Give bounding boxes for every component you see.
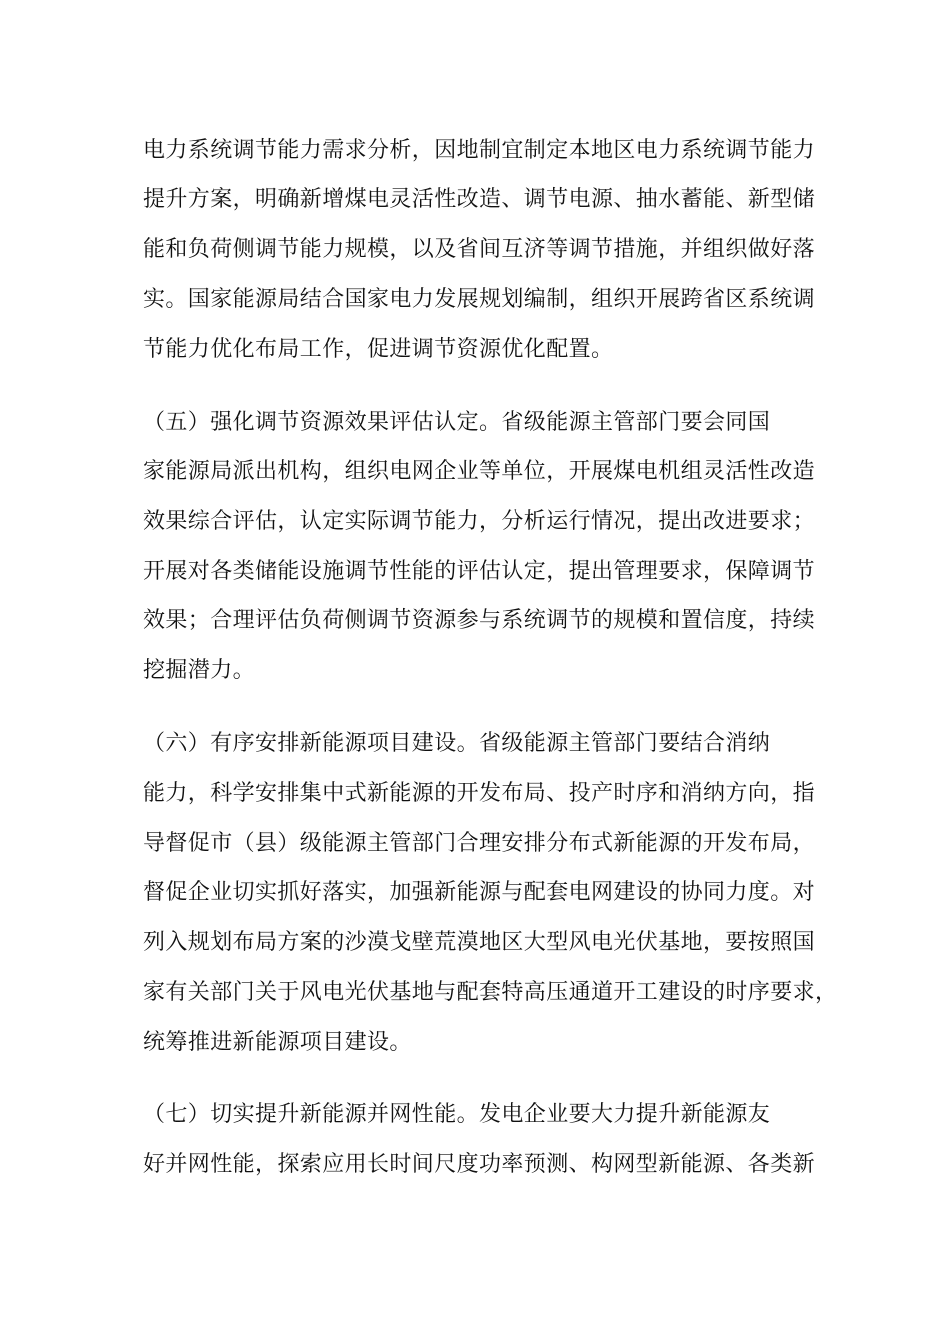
text-line: 挖掘潜力。 — [143, 658, 256, 683]
paragraph-heading-line: （六）有序安排新能源项目建设。省级能源主管部门要结合消纳 — [143, 731, 771, 756]
text-line: 提升方案，明确新增煤电灵活性改造、调节电源、抽水蓄能、新型储 — [143, 187, 816, 212]
text-line: 效果综合评估，认定实际调节能力，分析运行情况，提出改进要求； — [143, 509, 816, 534]
text-line: 实。国家能源局结合国家电力发展规划编制，组织开展跨省区系统调 — [143, 287, 816, 312]
text-line: 家有关部门关于风电光伏基地与配套特高压通道开工建设的时序要求， — [143, 980, 838, 1005]
paragraph-heading-line: （五）强化调节资源效果评估认定。省级能源主管部门要会同国 — [143, 410, 771, 435]
text-line: 导督促市（县）级能源主管部门合理安排分布式新能源的开发布局， — [143, 831, 816, 856]
text-line: 开展对各类储能设施调节性能的评估认定，提出管理要求，保障调节 — [143, 559, 816, 584]
paragraph-heading-line: （七）切实提升新能源并网性能。发电企业要大力提升新能源友 — [143, 1102, 771, 1127]
text-line: 统筹推进新能源项目建设。 — [143, 1030, 412, 1055]
text-line: 节能力优化布局工作，促进调节资源优化配置。 — [143, 337, 614, 362]
text-line: 能和负荷侧调节能力规模，以及省间互济等调节措施，并组织做好落 — [143, 237, 816, 262]
text-line: 列入规划布局方案的沙漠戈壁荒漠地区大型风电光伏基地，要按照国 — [143, 930, 816, 955]
text-line: 好并网性能，探索应用长时间尺度功率预测、构网型新能源、各类新 — [143, 1152, 816, 1177]
text-line: 家能源局派出机构，组织电网企业等单位，开展煤电机组灵活性改造 — [143, 459, 816, 484]
text-line: 效果；合理评估负荷侧调节资源参与系统调节的规模和置信度，持续 — [143, 608, 816, 633]
text-line: 电力系统调节能力需求分析，因地制宜制定本地区电力系统调节能力 — [143, 138, 816, 163]
text-line: 督促企业切实抓好落实，加强新能源与配套电网建设的协同力度。对 — [143, 880, 816, 905]
text-line: 能力，科学安排集中式新能源的开发布局、投产时序和消纳方向，指 — [143, 781, 816, 806]
